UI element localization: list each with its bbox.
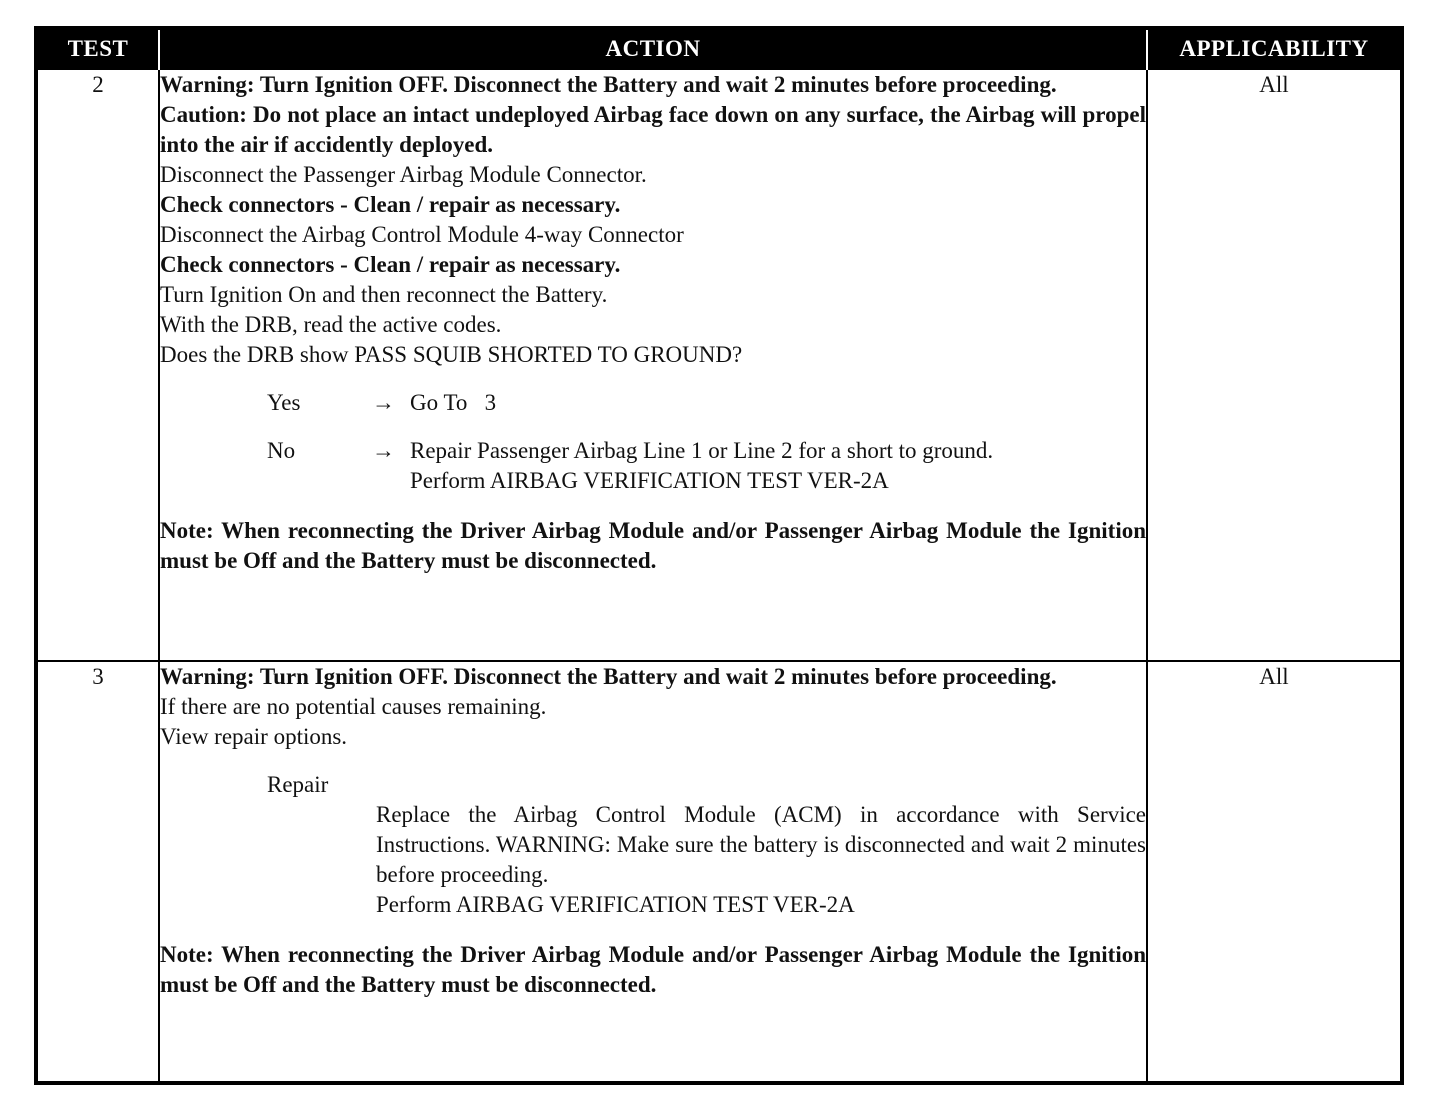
- no-label: No: [267, 438, 296, 463]
- table-header-row: [36, 28, 1402, 69]
- repair-label: Repair: [267, 772, 329, 797]
- table-row: [36, 661, 1402, 1083]
- warning-text: Warning: Turn Ignition OFF. Disconnect the Battery and wait 2 minutes before proceeding.: [160, 72, 1057, 97]
- applicability-value: All: [1147, 69, 1402, 661]
- arrow-right-icon: →: [372, 390, 395, 415]
- table-row: [36, 69, 1402, 661]
- test-number: 3: [36, 661, 159, 1083]
- warning-text: Warning: Turn Ignition OFF. Disconnect the Battery and wait 2 minutes before proceeding.: [160, 664, 1057, 689]
- yes-result-text: Go To 3: [410, 390, 497, 415]
- step-text: Disconnect the Passenger Airbag Module Connector.: [160, 162, 647, 187]
- note-text: Note: When reconnecting the Driver Airbag Module and/or Passenger Airbag Module the Ignition must be Off and the Battery must be disconnected.: [160, 518, 1146, 573]
- no-result-text: Repair Passenger Airbag Line 1 or Line 2 for a short to ground.: [410, 438, 994, 463]
- step-text: If there are no potential causes remaining.: [160, 694, 547, 719]
- question-text: Does the DRB show PASS SQUIB SHORTED TO GROUND?: [160, 342, 743, 367]
- step-text: View repair options.: [160, 724, 348, 749]
- arrow-right-icon: →: [372, 438, 395, 463]
- step-text: Check connectors - Clean / repair as necessary.: [160, 192, 621, 217]
- applicability-value: All: [1147, 661, 1402, 1083]
- verification-test-text: Perform AIRBAG VERIFICATION TEST VER-2A: [410, 468, 889, 493]
- step-text: Disconnect the Airbag Control Module 4-way Connector: [160, 222, 684, 247]
- step-text: Check connectors - Clean / repair as necessary.: [160, 252, 621, 277]
- action-cell: [159, 69, 1147, 661]
- header-test: TEST: [36, 28, 159, 69]
- yes-label: Yes: [267, 390, 301, 415]
- header-applicability: APPLICABILITY: [1147, 28, 1402, 69]
- diagnostic-test-table: [34, 26, 1404, 1085]
- step-text: Turn Ignition On and then reconnect the Battery.: [160, 282, 608, 307]
- repair-text: Replace the Airbag Control Module (ACM) in accordance with Service Instructions. WARNING: Make sure the battery is disconnected and wait 2 minutes before proceeding.: [376, 802, 1146, 887]
- test-number: 2: [36, 69, 159, 661]
- action-cell: [159, 661, 1147, 1083]
- verification-test-text: Perform AIRBAG VERIFICATION TEST VER-2A: [376, 892, 855, 917]
- no-answer: [267, 436, 1146, 496]
- no-result: [410, 436, 1146, 496]
- header-action: ACTION: [159, 28, 1147, 69]
- step-text: With the DRB, read the active codes.: [160, 312, 502, 337]
- caution-text: Caution: Do not place an intact undeployed Airbag face down on any surface, the Airbag will propel into the air if accidently deployed.: [160, 102, 1146, 157]
- note-text: Note: When reconnecting the Driver Airbag Module and/or Passenger Airbag Module the Ignition must be Off and the Battery must be disconnected.: [160, 942, 1146, 997]
- repair-instructions: [376, 800, 1146, 920]
- yes-answer: [267, 388, 1146, 418]
- yes-result: [410, 388, 1146, 418]
